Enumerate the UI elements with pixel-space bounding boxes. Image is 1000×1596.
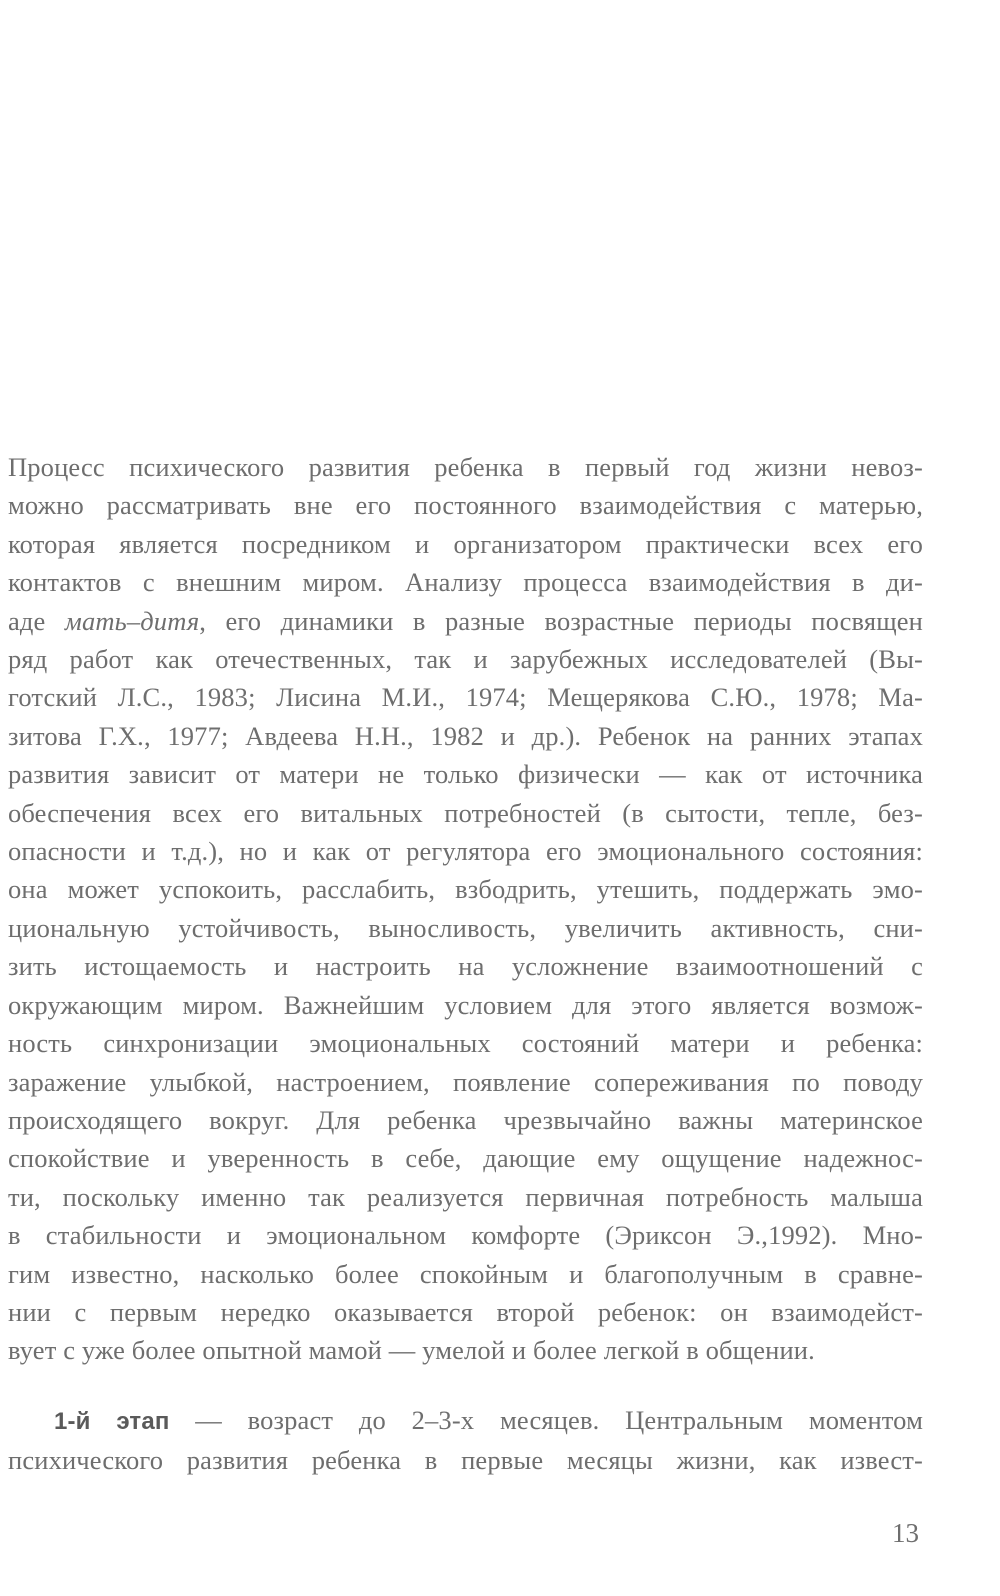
text-line: Процесс психического развития ребенка в первый год жизни невоз- — [8, 452, 923, 482]
text-line-with-heading — [8, 1401, 923, 1441]
text-line: которая является посредником и организатором практически всех его — [8, 528, 923, 559]
text-line: контактов с внешним миром. Анализу процесса взаимодействия в ди- — [8, 567, 923, 598]
text-line: циональную устойчивость, выносливость, увеличить активность, сни- — [8, 912, 923, 943]
italic-term: мать–дитя — [64, 605, 200, 636]
text-line: опасности и т.д.), но и как от регулятора его эмоционального состояния: — [8, 836, 923, 867]
text-line: в стабильности и эмоциональном комфорте (Эриксон Э.,1992). Мно- — [8, 1220, 923, 1251]
text-line: можно рассматривать вне его постоянного взаимодействия с матерью, — [8, 490, 923, 521]
body-paragraph-stage — [8, 1401, 923, 1480]
text-line: готский Л.С., 1983; Лисина М.И., 1974; Мещерякова С.Ю., 1978; Ма- — [8, 682, 923, 713]
text-segment: аде — [8, 605, 65, 636]
text-line: заражение улыбкой, настроением, появление сопереживания по поводу — [8, 1066, 923, 1097]
text-line: ряд работ как отечественных, так и зарубежных исследователей (Вы- — [8, 644, 923, 675]
text-line: гим известно, насколько более спокойным и благополучным в сравне- — [8, 1258, 923, 1289]
text-line: обеспечения всех его витальных потребностей (в сытости, тепле, без- — [8, 797, 923, 828]
page-number: 13 — [892, 1518, 919, 1548]
text-line: психического развития ребенка в первые месяцы жизни, как извест- — [8, 1445, 923, 1476]
text-segment: — возраст до 2–3-х месяцев. Центральным моментом — [169, 1405, 924, 1435]
text-line: окружающим миром. Важнейшим условием для этого является возмож- — [8, 989, 923, 1020]
text-line: ность синхронизации эмоциональных состояний матери и ребенка: — [8, 1028, 923, 1059]
text-line: зить истощаемость и настроить на усложнение взаимоотношений с — [8, 951, 923, 982]
text-line-with-italic — [8, 602, 923, 640]
text-line: вует с уже более опытной мамой — умелой и более легкой в общении. — [8, 1335, 815, 1366]
text-line: зитова Г.Х., 1977; Авдеева Н.Н., 1982 и др.). Ребенок на ранних этапах — [8, 720, 923, 751]
text-line: развития зависит от матери не только физически — как от источника — [8, 759, 923, 790]
text-line: происходящего вокруг. Для ребенка чрезвычайно важны материнское — [8, 1104, 923, 1135]
text-segment: , его динамики в разные возрастные периоды посвящен — [199, 605, 923, 636]
text-line: она может успокоить, расслабить, взбодрить, утешить, поддержать эмо- — [8, 874, 923, 905]
text-line: нии с первым нередко оказывается второй ребенок: он взаимодейст- — [8, 1296, 923, 1327]
text-line: ти, поскольку именно так реализуется первичная потребность малыша — [8, 1181, 923, 1212]
text-line: спокойствие и уверенность в себе, дающие ему ощущение надежнос- — [8, 1143, 923, 1174]
stage-heading: 1-й этап — [54, 1408, 170, 1435]
body-paragraph — [8, 448, 923, 1370]
